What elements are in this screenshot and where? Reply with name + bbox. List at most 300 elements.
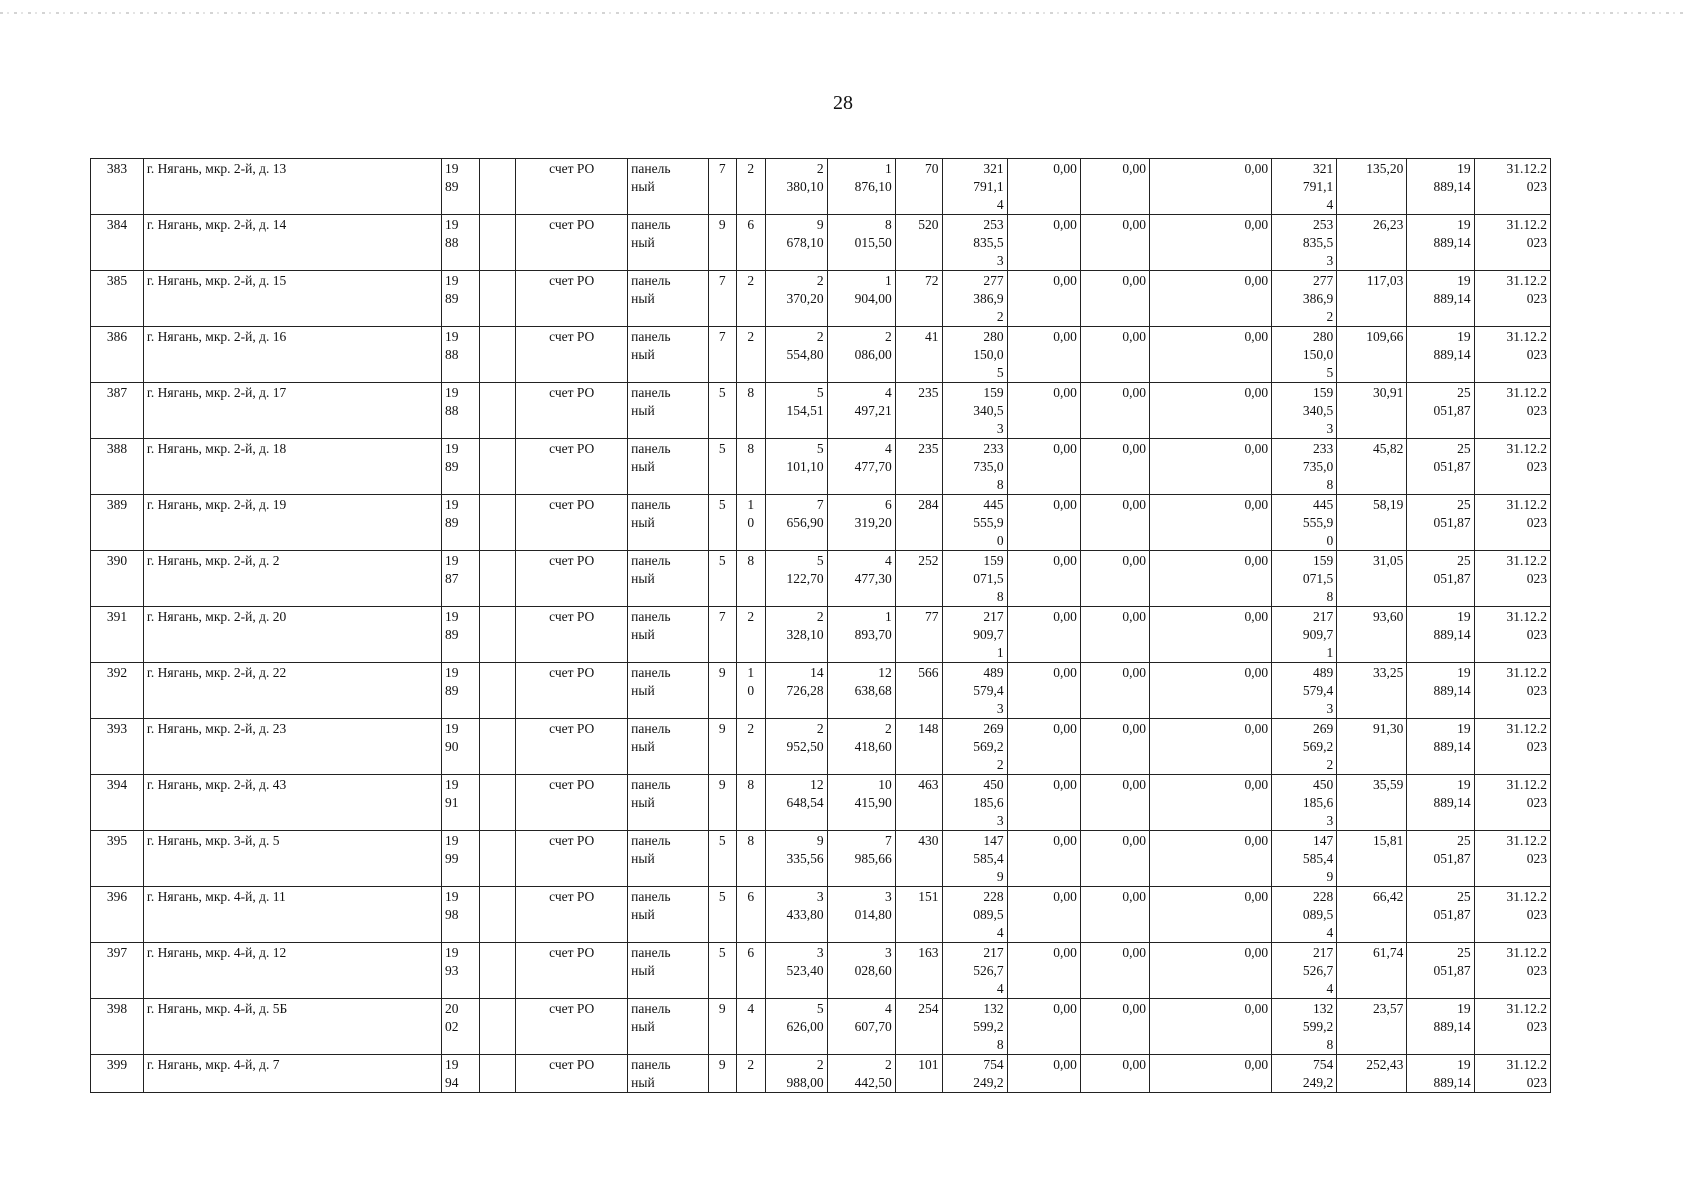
cell-line: 1: [747, 665, 755, 680]
cost-cell: [942, 439, 1007, 495]
cell-line: 88: [444, 347, 459, 362]
cell-line: 8: [747, 441, 755, 456]
address-cell: г. Нягань, мкр. 2-й, д. 15: [143, 271, 441, 327]
table-row: [91, 495, 1551, 551]
cell-line: 497,21: [854, 403, 892, 418]
residents-cell: 284: [895, 495, 942, 551]
total-area-cell: [765, 551, 827, 607]
cell-line: 328,10: [786, 627, 824, 642]
funding-2-cell: 0,00: [1080, 663, 1149, 719]
cost-cell: [942, 999, 1007, 1055]
entrances-cell: [737, 831, 765, 887]
funding-1-cell: 0,00: [1007, 439, 1080, 495]
cell-line: ный: [631, 683, 655, 698]
row-number-cell: 394: [91, 775, 144, 831]
cell-line: 555,9: [973, 515, 1004, 530]
residents-cell: 151: [895, 887, 942, 943]
cell-line: панель: [631, 833, 671, 848]
cell-line: 051,87: [1433, 403, 1471, 418]
year-cell: [441, 607, 479, 663]
scan-edge-noise: [0, 12, 1686, 14]
wall-material-cell: [628, 999, 708, 1055]
funding-2-cell: 0,00: [1080, 551, 1149, 607]
limit-cost-cell: [1407, 663, 1474, 719]
funding-1-cell: 0,00: [1007, 495, 1080, 551]
cell-line: 19: [444, 273, 459, 288]
cell-line: 8: [996, 1037, 1004, 1052]
cell-line: 3: [884, 945, 892, 960]
cost-cell: [942, 775, 1007, 831]
cell-line: 19: [1457, 1001, 1471, 1016]
cell-line: 2: [996, 757, 1004, 772]
table-row: [91, 551, 1551, 607]
year-cell: [441, 1055, 479, 1093]
funding-2-cell: 0,00: [1080, 831, 1149, 887]
funding-1-cell: 0,00: [1007, 271, 1080, 327]
cell-line: 19: [1457, 1057, 1471, 1072]
funding-3-cell: 0,00: [1150, 607, 1272, 663]
funding-1-cell: 0,00: [1007, 999, 1080, 1055]
cell-line: 2: [747, 329, 755, 344]
cost-total-cell: [1272, 887, 1337, 943]
specific-cost-cell: 31,05: [1337, 551, 1407, 607]
living-area-cell: [827, 607, 895, 663]
cell-line: 023: [1526, 851, 1547, 866]
funding-3-cell: 0,00: [1150, 719, 1272, 775]
cell-line: 9: [1326, 869, 1334, 884]
cell-line: 386,9: [1302, 291, 1334, 306]
cell-line: 159: [1312, 385, 1334, 400]
cell-line: панель: [631, 889, 671, 904]
cell-line: 433,80: [786, 907, 824, 922]
cell-line: панель: [631, 945, 671, 960]
floors-cell: [708, 719, 736, 775]
cell-line: ный: [631, 179, 655, 194]
cell-line: 147: [983, 833, 1004, 848]
cell-line: 253: [1312, 217, 1334, 232]
cell-line: 7: [718, 273, 726, 288]
year-cell: [441, 663, 479, 719]
total-area-cell: [765, 831, 827, 887]
cost-total-cell: [1272, 831, 1337, 887]
entrances-cell: [737, 327, 765, 383]
funding-1-cell: 0,00: [1007, 1055, 1080, 1093]
cell-line: 889,14: [1433, 683, 1471, 698]
cell-line: 893,70: [854, 627, 892, 642]
cell-line: панель: [631, 1001, 671, 1016]
cell-line: 3: [884, 889, 892, 904]
deadline-cell: [1474, 943, 1550, 999]
fund-cell: счет РО: [516, 831, 628, 887]
living-area-cell: [827, 271, 895, 327]
cell-line: 19: [1457, 721, 1471, 736]
cell-line: 5: [816, 553, 824, 568]
cell-line: 985,66: [854, 851, 892, 866]
cell-line: 023: [1526, 795, 1547, 810]
cell-line: 7: [884, 833, 892, 848]
cell-line: панель: [631, 217, 671, 232]
cell-line: 321: [1312, 161, 1334, 176]
cell-line: 904,00: [854, 291, 892, 306]
cell-line: 678,10: [786, 235, 824, 250]
floors-cell: [708, 1055, 736, 1093]
cell-line: 889,14: [1433, 179, 1471, 194]
cell-line: 02: [444, 1019, 459, 1034]
row-number-cell: 395: [91, 831, 144, 887]
cell-line: 8: [996, 589, 1004, 604]
cell-line: 952,50: [786, 739, 824, 754]
wall-material-cell: [628, 663, 708, 719]
entrances-cell: [737, 663, 765, 719]
living-area-cell: [827, 775, 895, 831]
residents-cell: 163: [895, 943, 942, 999]
cell-line: 2: [996, 309, 1004, 324]
row-number-cell: 398: [91, 999, 144, 1055]
cell-line: 25: [1457, 945, 1471, 960]
cell-line: 450: [1312, 777, 1334, 792]
cell-line: 132: [1312, 1001, 1334, 1016]
cell-line: 6: [747, 945, 755, 960]
cell-line: ный: [631, 571, 655, 586]
limit-cost-cell: [1407, 887, 1474, 943]
living-area-cell: [827, 887, 895, 943]
cell-line: ный: [631, 347, 655, 362]
limit-cost-cell: [1407, 999, 1474, 1055]
limit-cost-cell: [1407, 495, 1474, 551]
cell-line: 2: [816, 329, 824, 344]
specific-cost-cell: 15,81: [1337, 831, 1407, 887]
table-row: [91, 719, 1551, 775]
year-cell: [441, 383, 479, 439]
funding-3-cell: 0,00: [1150, 999, 1272, 1055]
total-area-cell: [765, 495, 827, 551]
entrances-cell: [737, 775, 765, 831]
entrances-cell: [737, 1055, 765, 1093]
deadline-cell: [1474, 383, 1550, 439]
funding-3-cell: 0,00: [1150, 271, 1272, 327]
cell-line: 1: [884, 161, 892, 176]
funding-3-cell: 0,00: [1150, 775, 1272, 831]
empty-cell: [479, 719, 516, 775]
cost-cell: [942, 551, 1007, 607]
cell-line: 988,00: [786, 1075, 824, 1090]
cost-cell: [942, 607, 1007, 663]
cell-line: 269: [1312, 721, 1334, 736]
page-number: 28: [833, 92, 853, 114]
empty-cell: [479, 215, 516, 271]
cell-line: 147: [1312, 833, 1334, 848]
cell-line: 889,14: [1433, 235, 1471, 250]
cell-line: 31.12.2: [1506, 945, 1547, 960]
cell-line: панель: [631, 777, 671, 792]
funding-1-cell: 0,00: [1007, 327, 1080, 383]
cell-line: 569,2: [973, 739, 1004, 754]
living-area-cell: [827, 215, 895, 271]
funding-3-cell: 0,00: [1150, 663, 1272, 719]
cell-line: 9: [718, 777, 726, 792]
funding-3-cell: 0,00: [1150, 327, 1272, 383]
entrances-cell: [737, 383, 765, 439]
cell-line: 19: [1457, 217, 1471, 232]
cell-line: 607,70: [854, 1019, 892, 1034]
cell-line: панель: [631, 161, 671, 176]
specific-cost-cell: 109,66: [1337, 327, 1407, 383]
cell-line: 9: [718, 217, 726, 232]
cell-line: 8: [884, 217, 892, 232]
cell-line: 5: [718, 889, 726, 904]
specific-cost-cell: 45,82: [1337, 439, 1407, 495]
funding-1-cell: 0,00: [1007, 943, 1080, 999]
residents-cell: 254: [895, 999, 942, 1055]
table-row: [91, 383, 1551, 439]
living-area-cell: [827, 719, 895, 775]
fund-cell: счет РО: [516, 215, 628, 271]
cell-line: 380,10: [786, 179, 824, 194]
row-number-cell: 392: [91, 663, 144, 719]
deadline-cell: [1474, 607, 1550, 663]
cell-line: 154,51: [786, 403, 824, 418]
cell-line: 569,2: [1302, 739, 1334, 754]
cell-line: 3: [996, 421, 1004, 436]
specific-cost-cell: 117,03: [1337, 271, 1407, 327]
cell-line: 8: [747, 385, 755, 400]
cell-line: 051,87: [1433, 459, 1471, 474]
deadline-cell: [1474, 495, 1550, 551]
cell-line: 415,90: [854, 795, 892, 810]
cell-line: 4: [996, 981, 1004, 996]
funding-2-cell: 0,00: [1080, 607, 1149, 663]
residents-cell: 41: [895, 327, 942, 383]
cell-line: 185,6: [1302, 795, 1334, 810]
cell-line: 526,7: [973, 963, 1004, 978]
floors-cell: [708, 663, 736, 719]
funding-3-cell: 0,00: [1150, 383, 1272, 439]
cell-line: 051,87: [1433, 963, 1471, 978]
cell-line: 89: [444, 515, 459, 530]
cell-line: 280: [983, 329, 1004, 344]
cell-line: ный: [631, 851, 655, 866]
cost-cell: [942, 271, 1007, 327]
empty-cell: [479, 327, 516, 383]
cell-line: 31.12.2: [1506, 441, 1547, 456]
cell-line: 122,70: [786, 571, 824, 586]
year-cell: [441, 887, 479, 943]
limit-cost-cell: [1407, 551, 1474, 607]
fund-cell: счет РО: [516, 271, 628, 327]
cell-line: 20: [444, 1001, 459, 1016]
cell-line: 132: [983, 1001, 1004, 1016]
total-area-cell: [765, 1055, 827, 1093]
row-number-cell: 387: [91, 383, 144, 439]
cell-line: 9: [718, 721, 726, 736]
cell-line: 4: [884, 553, 892, 568]
cell-line: 8: [747, 833, 755, 848]
deadline-cell: [1474, 719, 1550, 775]
fund-cell: счет РО: [516, 943, 628, 999]
funding-1-cell: 0,00: [1007, 159, 1080, 215]
entrances-cell: [737, 439, 765, 495]
cost-cell: [942, 943, 1007, 999]
cell-line: 489: [1312, 665, 1334, 680]
cell-line: 217: [983, 609, 1004, 624]
cell-line: 889,14: [1433, 739, 1471, 754]
row-number-cell: 385: [91, 271, 144, 327]
cell-line: 0: [747, 683, 755, 698]
cell-line: 2: [747, 721, 755, 736]
living-area-cell: [827, 999, 895, 1055]
total-area-cell: [765, 215, 827, 271]
cell-line: 2: [884, 721, 892, 736]
cell-line: 12: [810, 777, 824, 792]
year-cell: [441, 439, 479, 495]
cell-line: ный: [631, 627, 655, 642]
cost-total-cell: [1272, 327, 1337, 383]
cell-line: 386,9: [973, 291, 1004, 306]
cell-line: 321: [983, 161, 1004, 176]
specific-cost-cell: 58,19: [1337, 495, 1407, 551]
year-cell: [441, 215, 479, 271]
cell-line: 477,30: [854, 571, 892, 586]
funding-2-cell: 0,00: [1080, 215, 1149, 271]
cost-total-cell: [1272, 215, 1337, 271]
cell-line: 1: [884, 609, 892, 624]
cell-line: 526,7: [1302, 963, 1334, 978]
cell-line: 31.12.2: [1506, 1057, 1547, 1072]
cell-line: 626,00: [786, 1019, 824, 1034]
cell-line: 217: [1312, 945, 1334, 960]
cost-cell: [942, 663, 1007, 719]
cell-line: 5: [816, 441, 824, 456]
cell-line: 5: [718, 497, 726, 512]
funding-1-cell: 0,00: [1007, 607, 1080, 663]
cost-total-cell: [1272, 271, 1337, 327]
cell-line: 9: [718, 1057, 726, 1072]
funding-1-cell: 0,00: [1007, 551, 1080, 607]
limit-cost-cell: [1407, 775, 1474, 831]
year-cell: [441, 831, 479, 887]
cell-line: 579,4: [973, 683, 1004, 698]
year-cell: [441, 271, 479, 327]
cell-line: 87: [444, 571, 459, 586]
limit-cost-cell: [1407, 271, 1474, 327]
cell-line: 0: [996, 533, 1004, 548]
living-area-cell: [827, 1055, 895, 1093]
living-area-cell: [827, 663, 895, 719]
fund-cell: счет РО: [516, 887, 628, 943]
cell-line: 2: [816, 161, 824, 176]
deadline-cell: [1474, 439, 1550, 495]
cell-line: 2: [1326, 309, 1334, 324]
cell-line: 19: [444, 329, 459, 344]
cell-line: 233: [983, 441, 1004, 456]
cell-line: 3: [816, 945, 824, 960]
funding-1-cell: 0,00: [1007, 719, 1080, 775]
cell-line: 071,5: [973, 571, 1004, 586]
cell-line: 889,14: [1433, 627, 1471, 642]
cell-line: 051,87: [1433, 515, 1471, 530]
deadline-cell: [1474, 775, 1550, 831]
wall-material-cell: [628, 607, 708, 663]
cell-line: 31.12.2: [1506, 553, 1547, 568]
address-cell: г. Нягань, мкр. 2-й, д. 14: [143, 215, 441, 271]
empty-cell: [479, 439, 516, 495]
living-area-cell: [827, 831, 895, 887]
cell-line: 19: [444, 497, 459, 512]
year-cell: [441, 719, 479, 775]
cell-line: 217: [1312, 609, 1334, 624]
cell-line: 089,5: [973, 907, 1004, 922]
table-row: [91, 943, 1551, 999]
cell-line: 8: [1326, 1037, 1334, 1052]
cell-line: 5: [816, 1001, 824, 1016]
fund-cell: счет РО: [516, 775, 628, 831]
entrances-cell: [737, 271, 765, 327]
empty-cell: [479, 271, 516, 327]
table-row: [91, 439, 1551, 495]
cell-line: 31.12.2: [1506, 497, 1547, 512]
cell-line: 5: [996, 365, 1004, 380]
cell-line: 889,14: [1433, 347, 1471, 362]
funding-3-cell: 0,00: [1150, 495, 1272, 551]
cell-line: ный: [631, 1075, 655, 1090]
wall-material-cell: [628, 719, 708, 775]
funding-2-cell: 0,00: [1080, 719, 1149, 775]
cell-line: 150,0: [1302, 347, 1334, 362]
fund-cell: счет РО: [516, 607, 628, 663]
table-row: [91, 999, 1551, 1055]
floors-cell: [708, 831, 736, 887]
cell-line: 5: [718, 833, 726, 848]
entrances-cell: [737, 607, 765, 663]
cell-line: 051,87: [1433, 571, 1471, 586]
floors-cell: [708, 159, 736, 215]
entrances-cell: [737, 943, 765, 999]
cell-line: панель: [631, 553, 671, 568]
cell-line: 31.12.2: [1506, 833, 1547, 848]
cell-line: 93: [444, 963, 459, 978]
funding-3-cell: 0,00: [1150, 159, 1272, 215]
residents-cell: 566: [895, 663, 942, 719]
cell-line: 028,60: [854, 963, 892, 978]
cell-line: 489: [983, 665, 1004, 680]
cell-line: 051,87: [1433, 851, 1471, 866]
funding-2-cell: 0,00: [1080, 775, 1149, 831]
cost-total-cell: [1272, 439, 1337, 495]
address-cell: г. Нягань, мкр. 3-й, д. 5: [143, 831, 441, 887]
empty-cell: [479, 495, 516, 551]
cost-total-cell: [1272, 663, 1337, 719]
cell-line: 14: [810, 665, 824, 680]
row-number-cell: 393: [91, 719, 144, 775]
cell-line: 445: [1312, 497, 1334, 512]
cell-line: 19: [1457, 777, 1471, 792]
cell-line: 2: [884, 1057, 892, 1072]
cell-line: 19: [444, 385, 459, 400]
table-row: [91, 775, 1551, 831]
cell-line: 340,5: [973, 403, 1004, 418]
cell-line: 599,2: [1302, 1019, 1334, 1034]
cell-line: 228: [1312, 889, 1334, 904]
cell-line: 889,14: [1433, 1075, 1471, 1090]
cell-line: 7: [718, 161, 726, 176]
cell-line: панель: [631, 441, 671, 456]
cost-cell: [942, 887, 1007, 943]
total-area-cell: [765, 887, 827, 943]
floors-cell: [708, 551, 736, 607]
cell-line: 31.12.2: [1506, 889, 1547, 904]
funding-2-cell: 0,00: [1080, 439, 1149, 495]
cell-line: 071,5: [1302, 571, 1334, 586]
